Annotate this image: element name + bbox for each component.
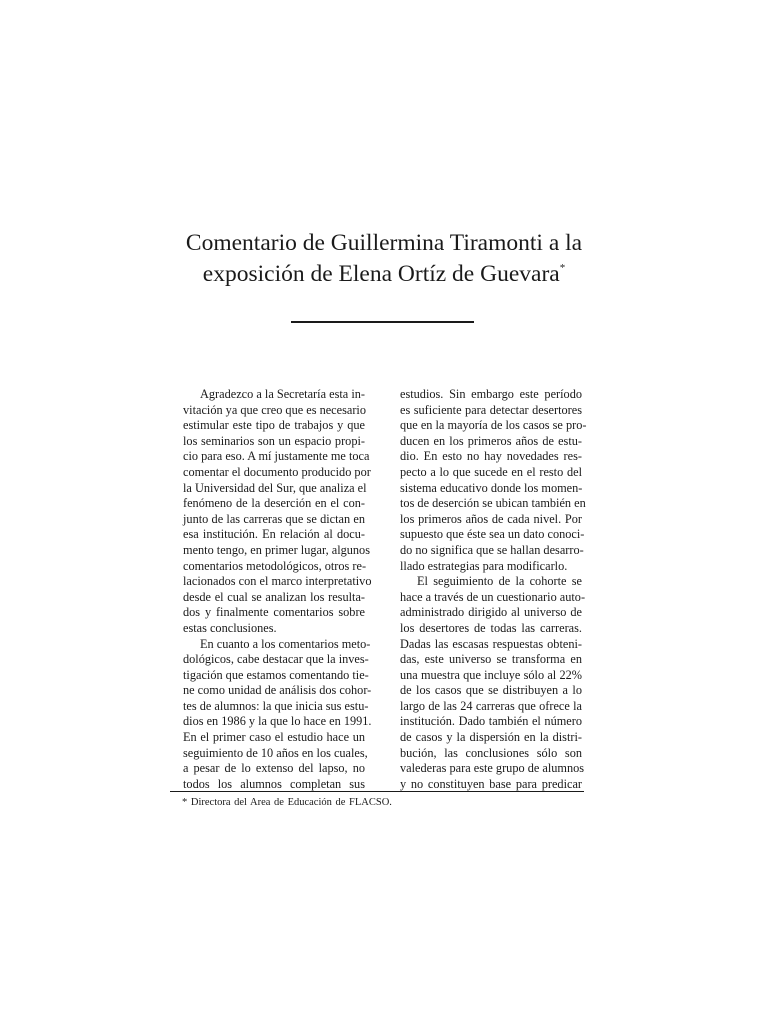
text-line: vitación ya que creo que es necesario [183, 402, 367, 417]
footnote-divider [170, 791, 584, 792]
text-line: valederas para este grupo de alumnos [400, 761, 585, 776]
text-line: hace a través de un cuestionario auto- [400, 589, 586, 604]
text-line: esa institución. En relación al docu- [183, 527, 365, 542]
text-line: llado estrategias para modificarlo. [400, 558, 568, 573]
text-line: los desertores de todas las carreras. [400, 620, 582, 635]
text-line: tos de deserción se ubican también en [400, 496, 586, 511]
text-line: mento tengo, en primer lugar, algunos [183, 542, 370, 557]
text-line: ne como unidad de análisis dos cohor- [183, 683, 372, 698]
text-line: ducen en los primeros años de estu- [400, 433, 582, 448]
text-line: a pesar de lo extenso del lapso, no [183, 761, 365, 776]
title-line-2 [160, 259, 608, 290]
text-line: Dadas las escasas respuestas obteni- [400, 636, 582, 651]
text-line: tes de alumnos: la que inicia sus estu- [183, 698, 369, 713]
text-line: institución. Dado también el número [400, 714, 582, 729]
text-line: es suficiente para detectar desertores [400, 402, 582, 417]
text-line: de casos y la dispersión en la distri- [400, 730, 582, 745]
body-column-right [400, 387, 587, 792]
text-line: y no constituyen base para predicar [400, 776, 582, 791]
text-line: los primeros años de cada nivel. Por [400, 511, 582, 526]
text-line: dológicos, cabe destacar que la inves- [183, 652, 369, 667]
text-line: supuesto que éste sea un dato conoci- [400, 527, 585, 542]
text-line: do no significa que se hallan desarro- [400, 542, 584, 557]
text-line: comentarios metodológicos, otros re- [183, 558, 367, 573]
text-line: estudios. Sin embargo este período [400, 387, 582, 401]
text-line: tigación que estamos comentando tie- [183, 667, 369, 682]
text-line: comentar el documento producido por [183, 464, 371, 479]
text-line: En cuanto a los comentarios meto- [200, 636, 371, 651]
text-line: dos y finalmente comentarios sobre [183, 605, 365, 620]
text-line: El seguimiento de la cohorte se [417, 574, 582, 589]
text-line: que en la mayoría de los casos se pro- [400, 418, 587, 433]
text-line: En el primer caso el estudio hace un [183, 730, 365, 745]
text-line: junto de las carreras que se dictan en [183, 511, 365, 526]
text-line: lacionados con el marco interpretativo [183, 574, 372, 589]
title-divider [291, 321, 474, 323]
title-line-2-text: exposición de Elena Ortíz de Guevara [202, 261, 560, 287]
text-line: bución, las conclusiones sólo son [400, 745, 582, 760]
text-line: das, este universo se transforma en [400, 652, 582, 667]
text-line: estimular este tipo de trabajos y que [183, 418, 365, 433]
text-line: todos los alumnos completan sus [183, 776, 365, 791]
text-line: cio para eso. A mí justamente me toca [183, 449, 370, 464]
text-line: estas conclusiones. [183, 620, 277, 635]
title-line-1: Comentario de Guillermina Tiramonti a la [185, 230, 583, 256]
text-line: la Universidad del Sur, que analiza el [183, 480, 367, 495]
text-line: sistema educativo donde los momen- [400, 480, 583, 495]
text-line: desde el cual se analizan los resulta- [183, 589, 365, 604]
text-line: largo de las 24 carreras que ofrece la [400, 698, 582, 713]
text-line: administrado dirigido al universo de [400, 605, 582, 620]
body-column-left [183, 387, 372, 792]
text-line: fenómeno de la deserción en el con- [183, 496, 365, 511]
text-line: pecto a lo que sucede en el resto del [400, 464, 582, 479]
title-footnote-mark: * [559, 262, 566, 274]
footnote: * Directora del Area de Educación de FLACSO. [182, 797, 392, 808]
text-line: seguimiento de 10 años en los cuales, [183, 745, 368, 760]
text-line: una muestra que incluye sólo al 22% [400, 667, 582, 682]
text-line: los seminarios son un espacio propi- [183, 433, 365, 448]
text-line: dios en 1986 y la que lo hace en 1991. [183, 714, 372, 729]
article-title [160, 228, 608, 290]
text-line: dio. En esto no hay novedades res- [400, 449, 582, 464]
text-line: Agradezco a la Secretaría esta in- [200, 387, 365, 401]
text-line: de los casos que se distribuyen a lo [400, 683, 582, 698]
